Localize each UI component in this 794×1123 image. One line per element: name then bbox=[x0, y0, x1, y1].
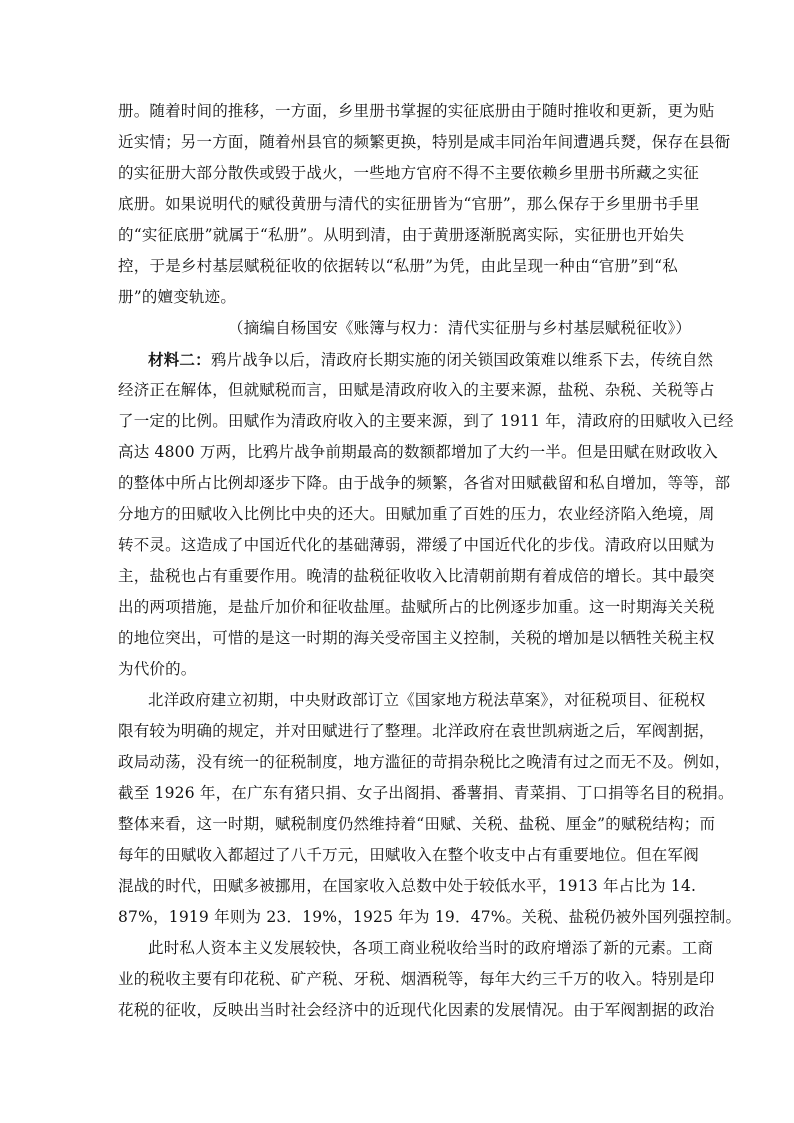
text-line: 底册。如果说明代的赋役黄册与清代的实征册皆为“官册”，那么保存于乡里册书手里 bbox=[118, 195, 700, 213]
text-line: 的“实征底册”就属于“私册”。从明到清，由于黄册逐渐脱离实际，实征册也开始失 bbox=[118, 226, 685, 244]
text-line: 限有较为明确的规定，并对田赋进行了整理。北洋政府在袁世凯病逝之后，军阀割据， bbox=[118, 722, 715, 740]
paragraph bbox=[118, 685, 742, 933]
text-line: 册”的嬗变轨迹。 bbox=[118, 288, 237, 306]
text-line: 的实征册大部分散佚或毁于战火，一些地方官府不得不主要依赖乡里册书所藏之实征 bbox=[118, 164, 699, 182]
paragraph bbox=[118, 933, 715, 1026]
text-line: 高达 4800 万两，比鸦片战争前期最高的数额都增加了大约一半。但是田赋在财政收入 bbox=[118, 443, 719, 461]
material-label: 材料二： bbox=[148, 350, 211, 369]
paragraph bbox=[118, 344, 734, 685]
text-line: 花税的征收，反映出当时社会经济中的近现代化因素的发展情况。由于军阀割据的政治 bbox=[118, 1001, 715, 1019]
document-page bbox=[118, 96, 742, 1026]
source-citation: （摘编自杨国安《账簿与权力：清代实征册与乡村基层赋税征收》） bbox=[228, 319, 692, 337]
text-line: 的地位突出，可惜的是这一时期的海关受帝国主义控制，关税的增加是以牺牲关税主权 bbox=[118, 629, 715, 647]
text-line: 北洋政府建立初期，中央财政部订立《国家地方税法草案》，对征税项目、征税权 bbox=[148, 691, 706, 709]
text-line: 分地方的田赋收入比例比中央的还大。田赋加重了百姓的压力，农业经济陷入绝境，周 bbox=[118, 505, 715, 523]
text-line: 控，于是乡村基层赋税征收的依据转以“私册”为凭，由此呈现一种由“官册”到“私 bbox=[118, 257, 678, 275]
text-line: 近实情；另一方面，随着州县官的频繁更换，特别是咸丰同治年间遭遇兵燹，保存在县衙 bbox=[118, 133, 731, 151]
text-line bbox=[118, 344, 714, 375]
text-line: 出的两项措施，是盐斤加价和征收盐厘。盐赋所占的比例逐步加重。这一时期海关关税 bbox=[118, 598, 715, 616]
text-line: 经济正在解体，但就赋税而言，田赋是清政府收入的主要来源，盐税、杂税、关税等占 bbox=[118, 381, 715, 399]
text-line: 为代价的。 bbox=[118, 660, 197, 678]
text-line: 册。随着时间的推移，一方面，乡里册书掌握的实征底册由于随时推收和更新，更为贴 bbox=[118, 102, 715, 120]
text-line: 截至 1926 年，在广东有猪只捐、女子出阁捐、番薯捐、青菜捐、丁口捐等名目的税捐。 bbox=[118, 784, 734, 802]
text-line: 政局动荡，没有统一的征税制度，地方滥征的苛捐杂税比之晚清有过之而无不及。例如， bbox=[118, 753, 731, 771]
text-line-rest: 鸦片战争以后，清政府长期实施的闭关锁国政策难以维系下去，传统自然 bbox=[210, 351, 714, 369]
text-line: 转不灵。这造成了中国近代化的基础薄弱，滞缓了中国近代化的步伐。清政府以田赋为 bbox=[118, 536, 715, 554]
paragraph bbox=[118, 96, 731, 313]
text-line: 业的税收主要有印花税、矿产税、牙税、烟酒税等，每年大约三千万的收入。特别是印 bbox=[118, 970, 715, 988]
text-line: 混战的时代，田赋多被挪用，在国家收入总数中处于较低水平，1913 年占比为 14. bbox=[118, 877, 697, 895]
text-line: 87%，1919 年则为 23．19%，1925 年为 19．47%。关税、盐税仍被外国列强控制。 bbox=[118, 908, 742, 926]
text-line: 此时私人资本主义发展较快，各项工商业税收给当时的政府增添了新的元素。工商 bbox=[148, 939, 714, 957]
text-line: 主，盐税也占有重要作用。晚清的盐税征收收入比清朝前期有着成倍的增长。其中最突 bbox=[118, 567, 715, 585]
text-line: 了一定的比例。田赋作为清政府收入的主要来源，到了 1911 年，清政府的田赋收入已经 bbox=[118, 412, 734, 430]
text-line: 整体来看，这一时期，赋税制度仍然维持着“田赋、关税、盐税、厘金”的赋税结构；而 bbox=[118, 815, 716, 833]
text-line: 的整体中所占比例却逐步下降。由于战争的频繁，各省对田赋截留和私自增加，等等，部 bbox=[118, 474, 731, 492]
text-line: 每年的田赋收入都超过了八千万元，田赋收入在整个收支中占有重要地位。但在军阀 bbox=[118, 846, 699, 864]
